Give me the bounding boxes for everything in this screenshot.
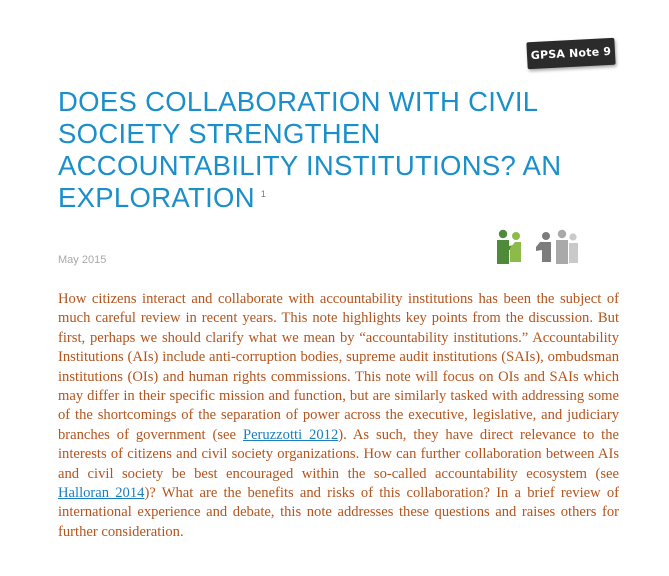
body-text-part2: ). As such, they have direct relevance to the interests of citizens and civil society organizations. How can further collaboration between AIs and civil society be best encouraged within the so-called accountability ecosystem (see xyxy=(58,426,619,482)
halloran-2014-link[interactable]: Halloran 2014 xyxy=(58,485,145,502)
body-paragraph xyxy=(58,290,619,542)
body-text-part3: )? What are the benefits and risks of this collaboration? In a brief review of international experience and debate, this note addresses these questions and raises others for further consideration. xyxy=(58,485,619,540)
publication-date: May 2015 xyxy=(58,254,107,266)
body-text-part1: How citizens interact and collaborate with accountability institutions has been the subject of much careful review in recent years. This note highlights key points from the discussion. But first, perhaps we should clarify what we mean by “accountability institutions.” Accountability Institutions (AIs) include anti-corruption bodies, supreme audit institutions (SAIs), ombudsman institutions (OIs) and human rights commissions. This note will focus on OIs and SAIs which may differ in their specific mission and function, but are similarly tasked with addressing some of the shortcomings of the separation of power across the executive, legislative, and judiciary branches of government (see xyxy=(58,291,619,443)
footnote-marker[interactable]: 1 xyxy=(260,189,267,199)
people-collaboration-icon xyxy=(494,228,578,266)
peruzzotti-2012-link[interactable]: Peruzzotti 2012 xyxy=(242,426,339,443)
note-badge xyxy=(526,38,615,70)
note-badge-label: GPSA Note 9 xyxy=(530,44,612,63)
page-title-text: DOES COLLABORATION WITH CIVIL SOCIETY STRENGTHEN ACCOUNTABILITY INSTITUTIONS? AN EXPLORATION xyxy=(58,86,562,213)
page-title xyxy=(58,86,618,214)
